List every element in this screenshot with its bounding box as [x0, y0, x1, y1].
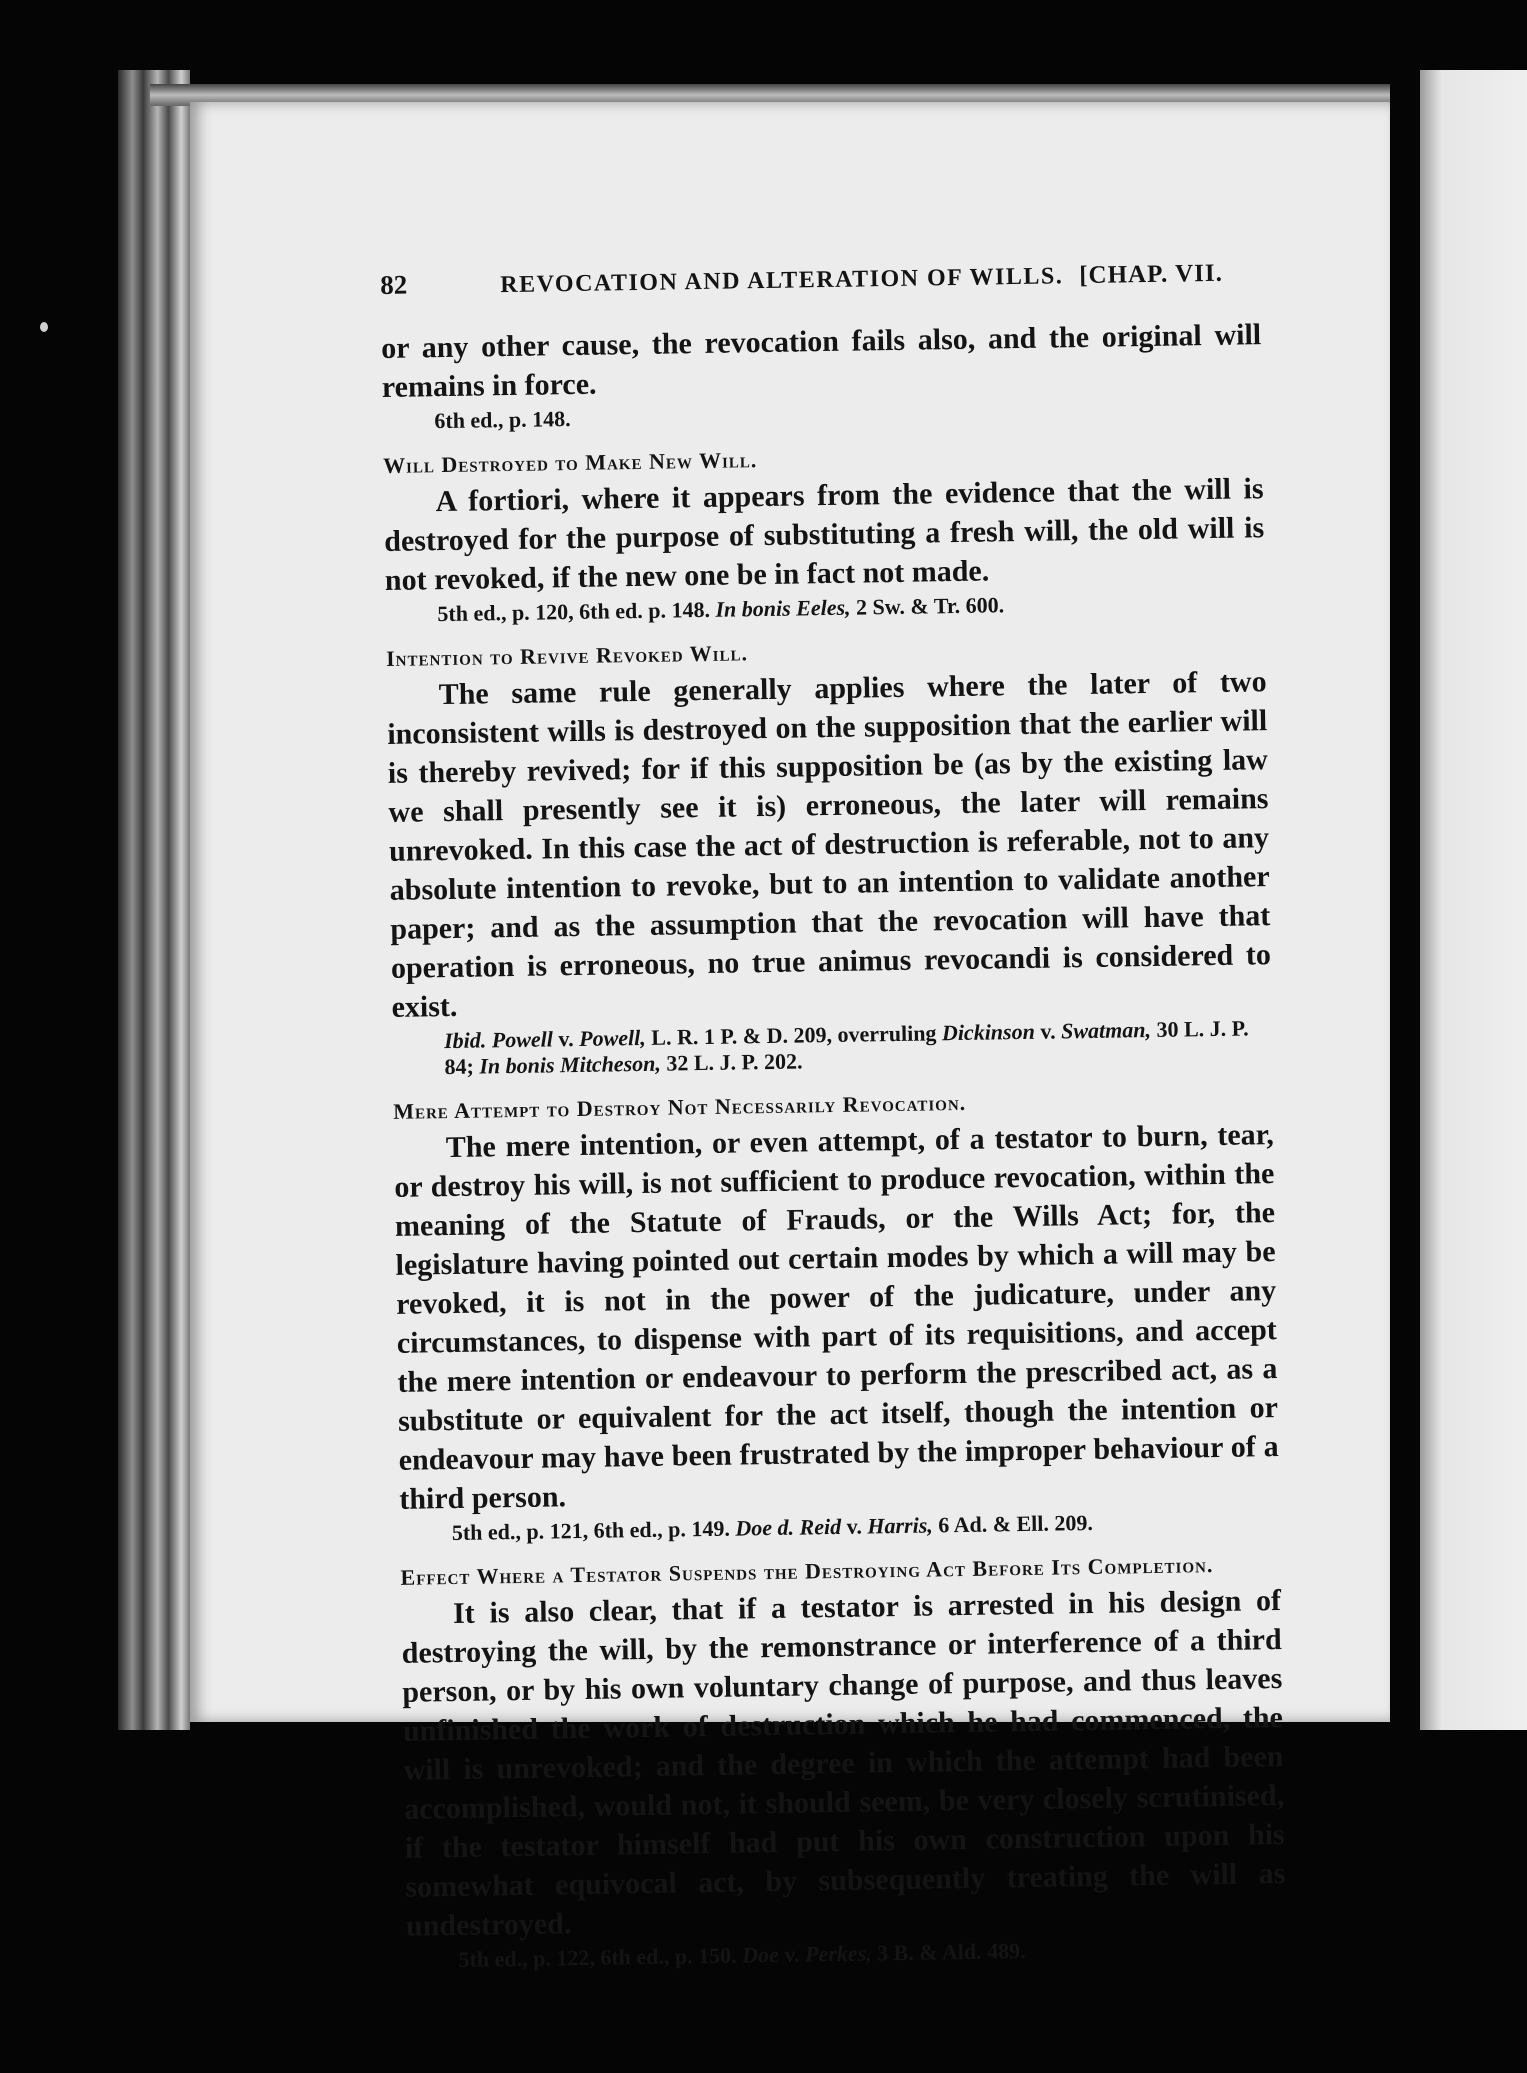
- citation-case: Swatman,: [1060, 1016, 1152, 1044]
- citation-part: v.: [846, 1513, 863, 1539]
- citation-part: 5th ed., p. 121, 6th ed., p. 149.: [451, 1515, 731, 1546]
- paragraph: The mere intention, or even attempt, of a testator to burn, tear, or destroy his will, is not sufficient to produce revocation, within the meaning of the Statute of Frauds, or the Wills Act; for, the legislature having pointed out certain modes by which a will may be revoked, it is not in the power of the judicature, under any circumstances, to dispense with part of its requisitions, and accept the mere intention or endeavour to perform the prescribed act, as a substitute or equivalent for the act itself, though the intention or endeavour may have been frustrated by the improper behaviour of a third person.: [394, 1118, 1279, 1516]
- film-speck: [40, 322, 48, 332]
- page-number: 82: [380, 269, 408, 300]
- citation-part: Ibid.: [443, 1027, 487, 1054]
- running-title: REVOCATION AND ALTERATION OF WILLS.: [500, 263, 1064, 299]
- book-binding: [118, 70, 190, 1730]
- facing-page-edge: [1420, 70, 1527, 1730]
- citation-part: 6 Ad. & Ell. 209.: [938, 1509, 1094, 1538]
- paragraph: A fortiori, where it appears from the evidence that the will is destroyed for the purpose of substituting a fresh will, the old will is not revoked, if the new one be in fact not made.: [384, 472, 1265, 597]
- paragraph: or any other cause, the revocation fails also, and the original will remains in force.: [380, 318, 1262, 404]
- citation-part: 3 B. & Ald. 489.: [876, 1938, 1026, 1966]
- citation-part: v.: [558, 1026, 574, 1052]
- citation-part: L. R. 1 P. & D. 209, overruling: [651, 1020, 937, 1050]
- citation-part: v.: [784, 1941, 800, 1967]
- citation-part: 2 Sw. & Tr. 600.: [855, 592, 1005, 620]
- page-text: [380, 256, 1287, 1974]
- section-heading: Effect Where a Testator Suspends the Destroying Act Before Its Completion.: [400, 1552, 1214, 1590]
- citation-case: Doe d. Reid: [735, 1513, 842, 1541]
- section-heading: Will Destroyed to Make New Will.: [382, 447, 758, 478]
- citation-part: 32 L. J. P. 202.: [666, 1048, 803, 1076]
- citation: 6th ed., p. 148.: [434, 406, 571, 434]
- citation-case: Dickinson: [941, 1018, 1036, 1046]
- citation-part: 5th ed., p. 122, 6th ed., p. 150.: [458, 1942, 737, 1972]
- citation-part: v.: [1040, 1018, 1056, 1044]
- citation-case: In bonis Eeles,: [715, 594, 851, 622]
- citation-part: 30 L. J. P. 84;: [444, 1015, 1249, 1080]
- paragraph: The same rule generally applies where the later of two inconsistent wills is destroyed on the supposition that the earlier will is thereby revived; for if this supposition be (as by the existing law we shall presently see it is) erroneous, the later will remains unrevoked. In this case the act of destruction is referable, not to any absolute intention to revoke, but to an intention to validate another paper; and as the assumption that the revocation will have that operation is erroneous, no true animus revocandi is considered to exist.: [387, 665, 1272, 1024]
- chapter-label: [CHAP. VII.: [1078, 259, 1224, 290]
- section-heading: Intention to Revive Revoked Will.: [385, 640, 749, 671]
- citation-case: Powell,: [578, 1024, 646, 1051]
- citation: [392, 1015, 1273, 1081]
- citation-case: Perkes,: [804, 1940, 872, 1967]
- citation-part: 5th ed., p. 120, 6th ed. p. 148.: [437, 596, 711, 627]
- citation-case: In bonis Mitcheson,: [479, 1050, 662, 1079]
- citation-case: Powell: [491, 1026, 554, 1053]
- citation-case: Harris,: [867, 1512, 933, 1539]
- section-heading: Mere Attempt to Destroy Not Necessarily Revocation.: [393, 1089, 967, 1124]
- citation-case: Doe: [741, 1941, 779, 1968]
- paragraph: It is also clear, that if a testator is arrested in his design of destroying the will, by the remonstrance or interference of a third person, or by his own voluntary change of purpose, and thus leaves unfinished the work of destruction which he had commenced, the will is unrevoked; and the degree in which the attempt had been accomplished, would not, it should seem, be very closely scrutinised, if the testator himself had put his own construction upon his somewhat equivocal act, by subsequently treating the will as undestroyed.: [401, 1584, 1286, 1943]
